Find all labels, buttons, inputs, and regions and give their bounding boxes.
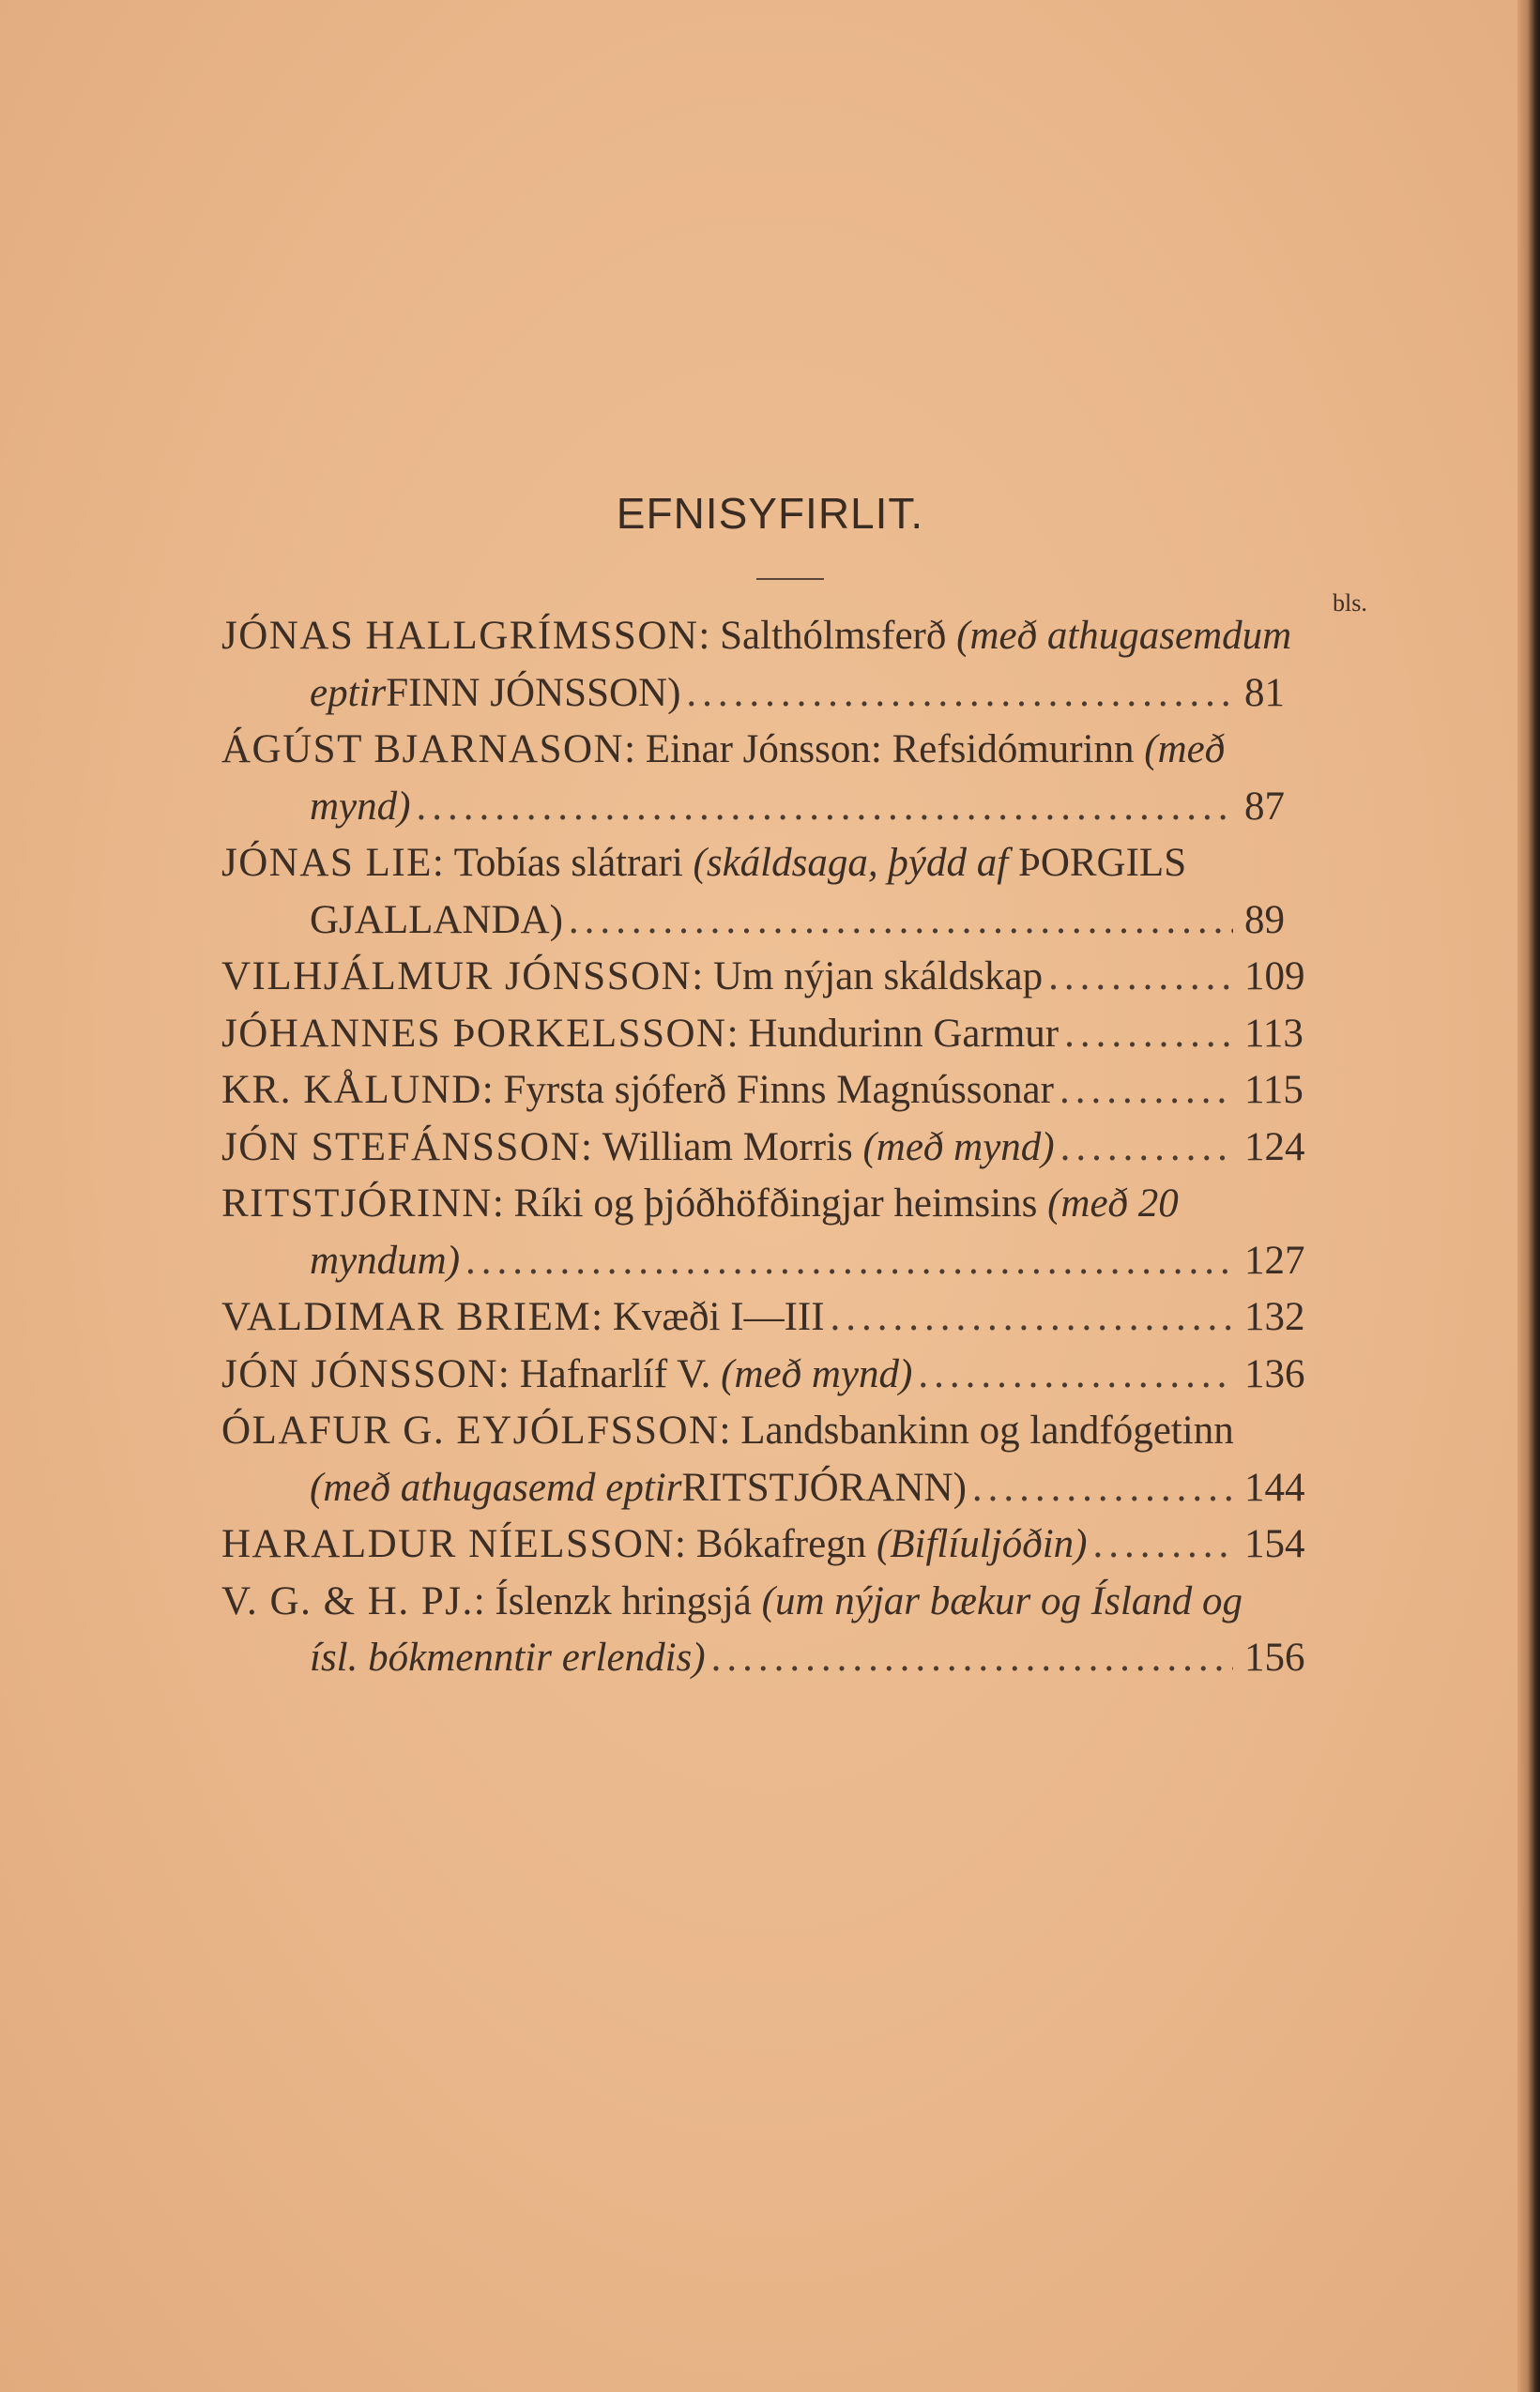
entry-page-number: 156	[1244, 1636, 1305, 1680]
entry-page-number: 115	[1244, 1068, 1304, 1112]
entry-author: RITSTJÓRINN	[221, 1181, 493, 1226]
toc-entry	[221, 608, 1303, 722]
entry-note: (með 20	[1047, 1181, 1179, 1226]
toc-line	[221, 835, 1303, 892]
entry-note-continued: mynd)	[310, 784, 411, 829]
toc-entry	[221, 835, 1303, 949]
leader-dots	[1060, 1062, 1233, 1120]
toc-line-continued	[221, 779, 1303, 836]
entry-separator: :	[492, 1181, 504, 1226]
entry-note-continued: (með athugasemd eptir	[310, 1465, 682, 1510]
entry-note: (um nýjar bækur og Ísland og	[761, 1578, 1243, 1623]
entry-page-number: 87	[1244, 784, 1285, 829]
entry-author: KR. KÅLUND	[221, 1068, 482, 1112]
book-edge	[1517, 0, 1540, 2392]
toc-line	[221, 608, 1303, 665]
entry-page-number: 127	[1244, 1238, 1305, 1283]
toc-line	[221, 1006, 1303, 1063]
entry-author: JÓNAS LIE	[221, 841, 433, 885]
entry-title: Íslenzk hringsjá	[495, 1578, 752, 1623]
entry-title: Salthólmsferð	[720, 614, 947, 658]
entry-title: Bókafregn	[695, 1522, 867, 1566]
entry-separator: :	[624, 727, 636, 771]
entry-continued-text: RITSTJÓRANN)	[681, 1465, 967, 1510]
entry-note-name: ÞORGILS	[1017, 841, 1187, 885]
entry-author: VALDIMAR BRIEM	[221, 1295, 592, 1339]
entry-separator: :	[692, 954, 704, 998]
toc-line-continued	[221, 892, 1303, 950]
leader-dots	[416, 779, 1233, 836]
entry-title: Hafnarlíf V.	[519, 1351, 711, 1396]
toc-line	[221, 1062, 1303, 1120]
leader-dots	[569, 892, 1233, 950]
entry-separator: :	[497, 1351, 510, 1396]
toc-line	[221, 949, 1303, 1006]
toc-entry	[221, 1062, 1303, 1120]
entry-note-continued: myndum)	[310, 1238, 461, 1283]
entry-note-continued: ísl. bókmenntir erlendis)	[310, 1636, 706, 1680]
entry-page-number: 154	[1244, 1522, 1305, 1566]
leader-dots	[1064, 1006, 1233, 1063]
entry-separator: :	[473, 1578, 485, 1623]
entry-page-number: 124	[1244, 1124, 1305, 1169]
entry-title: Kvæði I—III	[612, 1295, 825, 1339]
entry-author: ÁGÚST BJARNASON	[221, 727, 625, 771]
entry-title: Hundurinn Garmur	[748, 1011, 1060, 1056]
entry-author: JÓN JÓNSSON	[221, 1351, 498, 1396]
toc-entry	[221, 1006, 1303, 1063]
entry-title: Einar Jónsson: Refsidómurinn	[645, 727, 1135, 771]
page-column-label: bls.	[1333, 589, 1367, 617]
entry-title: William Morris	[602, 1124, 853, 1169]
leader-dots	[711, 1630, 1233, 1687]
toc-entry	[221, 1347, 1303, 1404]
entry-note-word: af	[976, 841, 1009, 885]
leader-dots	[831, 1289, 1233, 1347]
entry-title: Landsbankinn og landfógetinn	[740, 1409, 1234, 1453]
leader-dots	[1092, 1516, 1233, 1574]
toc-line	[221, 1403, 1303, 1460]
entry-title: Um nýjan skáldskap	[712, 954, 1044, 998]
entry-author: ÓLAFUR G. EYJÓLFSSON	[221, 1409, 720, 1453]
toc-entry	[221, 1403, 1303, 1516]
entry-separator: :	[581, 1124, 592, 1169]
leader-dots	[686, 665, 1233, 723]
entry-author: V. G. & H. PJ.	[221, 1578, 474, 1623]
entry-page-number: 136	[1244, 1351, 1305, 1396]
entry-page-number: 113	[1244, 1011, 1304, 1056]
entry-note: (með mynd)	[721, 1351, 913, 1396]
entry-author: HARALDUR NÍELSSON	[221, 1522, 675, 1566]
entry-title: Fyrsta sjóferð Finns Magnússonar	[503, 1068, 1054, 1112]
toc-entry	[221, 1176, 1303, 1289]
toc-entry	[221, 1574, 1303, 1687]
entry-page-number: 109	[1244, 954, 1305, 998]
leader-dots	[1060, 1120, 1233, 1177]
entry-note: (með	[1144, 727, 1226, 771]
entry-note-continued: eptir	[310, 670, 387, 715]
toc-line	[221, 1120, 1303, 1177]
toc-line	[221, 722, 1303, 779]
entry-separator: :	[698, 614, 710, 658]
toc-line	[221, 1176, 1303, 1233]
entry-title: Tobías slátrari	[453, 841, 683, 885]
entry-author: JÓHANNES ÞORKELSSON	[221, 1011, 727, 1056]
toc-entry	[221, 1120, 1303, 1177]
entry-author: JÓNAS HALLGRÍMSSON	[221, 614, 699, 658]
toc-line-continued	[221, 1460, 1303, 1517]
entry-continued-text: FINN JÓNSSON)	[386, 670, 681, 715]
page-title: EFNISYFIRLIT.	[616, 489, 924, 538]
toc-line	[221, 1347, 1303, 1404]
table-of-contents	[221, 608, 1303, 1687]
entry-note: (skáldsaga, þýdd	[693, 841, 967, 885]
entry-page-number: 81	[1244, 670, 1285, 715]
toc-line	[221, 1574, 1303, 1631]
leader-dots	[972, 1460, 1233, 1517]
leader-dots	[918, 1347, 1233, 1404]
entry-author: VILHJÁLMUR JÓNSSON	[221, 954, 693, 998]
toc-entry	[221, 722, 1303, 835]
entry-separator: :	[719, 1409, 731, 1453]
entry-continued-text: GJALLANDA)	[310, 897, 563, 942]
entry-page-number: 132	[1244, 1295, 1305, 1339]
toc-entry	[221, 949, 1303, 1006]
leader-dots	[465, 1233, 1233, 1290]
entry-note: (með mynd)	[862, 1124, 1055, 1169]
entry-separator: :	[674, 1522, 686, 1566]
toc-line	[221, 1289, 1303, 1347]
entry-separator: :	[726, 1011, 739, 1056]
entry-note: (með athugasemdum	[956, 614, 1292, 658]
toc-line-continued	[221, 665, 1303, 723]
entry-page-number: 144	[1244, 1465, 1305, 1510]
entry-separator: :	[432, 841, 444, 885]
leader-dots	[1048, 949, 1233, 1006]
entry-separator: :	[481, 1068, 494, 1112]
toc-entry	[221, 1516, 1303, 1574]
toc-entry	[221, 1289, 1303, 1347]
entry-page-number: 89	[1244, 897, 1285, 942]
entry-note: (Biflíuljóðin)	[876, 1522, 1088, 1566]
title-rule	[756, 578, 824, 580]
toc-line-continued	[221, 1630, 1303, 1687]
entry-separator: :	[591, 1295, 603, 1339]
entry-title: Ríki og þjóðhöfðingjar heimsins	[513, 1181, 1038, 1226]
entry-author: JÓN STEFÁNSSON	[221, 1124, 581, 1169]
toc-line-continued	[221, 1233, 1303, 1290]
toc-line	[221, 1516, 1303, 1574]
